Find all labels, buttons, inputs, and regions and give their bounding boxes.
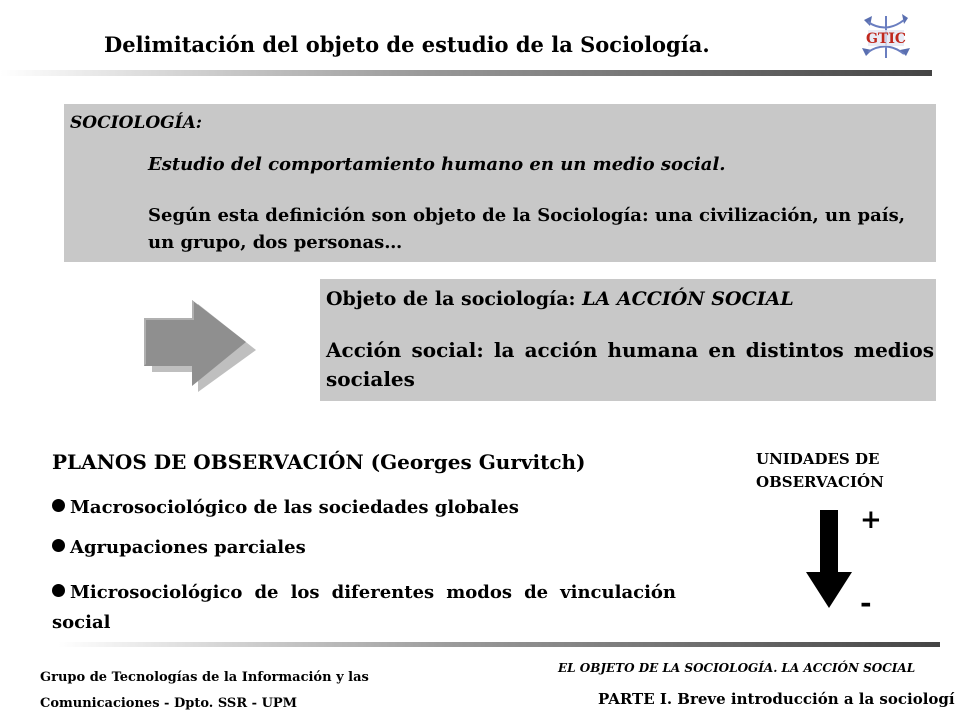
- sociologia-note: Según esta definición son objeto de la Sociología: una civilización, un país, un grupo, dos personas…: [148, 205, 905, 253]
- footer-group: [40, 665, 440, 717]
- list-item-text: Microsociológico de los diferentes modos de vinculación social: [52, 582, 676, 633]
- bullet-icon: [52, 539, 65, 552]
- list-item-text: Agrupaciones parciales: [70, 537, 306, 558]
- footer-group-line1: Grupo de Tecnologías de la Información y las: [40, 670, 369, 685]
- list-item-text: Macrosociológico de las sociedades globales: [70, 497, 519, 518]
- list-item: [52, 578, 676, 638]
- minus-sign: -: [860, 586, 872, 619]
- header-divider: [0, 70, 932, 76]
- footer-part-title: PARTE I. Breve introducción a la sociologí: [598, 690, 955, 708]
- accion-social-text: Acción social: la acción humana en distintos medios sociales: [326, 338, 934, 391]
- down-arrow-icon: [806, 510, 852, 608]
- logo-text: GTIC: [865, 31, 907, 47]
- list-item: [52, 497, 519, 518]
- bullet-icon: [52, 584, 65, 597]
- bullet-icon: [52, 499, 65, 512]
- right-arrow-icon: [138, 300, 262, 392]
- sociologia-definition: Estudio del comportamiento humano en un medio social.: [148, 154, 726, 175]
- page-title: Delimitación del objeto de estudio de la Sociología.: [104, 32, 710, 57]
- sociologia-label: SOCIOLOGÍA:: [70, 113, 203, 133]
- objeto-line: [326, 288, 794, 310]
- footer-section-title: EL OBJETO DE LA SOCIOLOGÍA. LA ACCIÓN SOCIAL: [558, 661, 916, 675]
- footer-divider: [58, 642, 940, 647]
- objeto-prefix: Objeto de la sociología:: [326, 288, 583, 310]
- gtic-logo: [858, 12, 914, 62]
- unidades-label: UNIDADES DE OBSERVACIÓN: [756, 450, 884, 491]
- objeto-emphasis: LA ACCIÓN SOCIAL: [582, 288, 794, 310]
- footer-group-line2: Comunicaciones - Dpto. SSR - UPM: [40, 696, 298, 711]
- list-item: [52, 537, 306, 558]
- planos-title: PLANOS DE OBSERVACIÓN (Georges Gurvitch): [52, 450, 586, 474]
- plus-sign: +: [860, 505, 882, 535]
